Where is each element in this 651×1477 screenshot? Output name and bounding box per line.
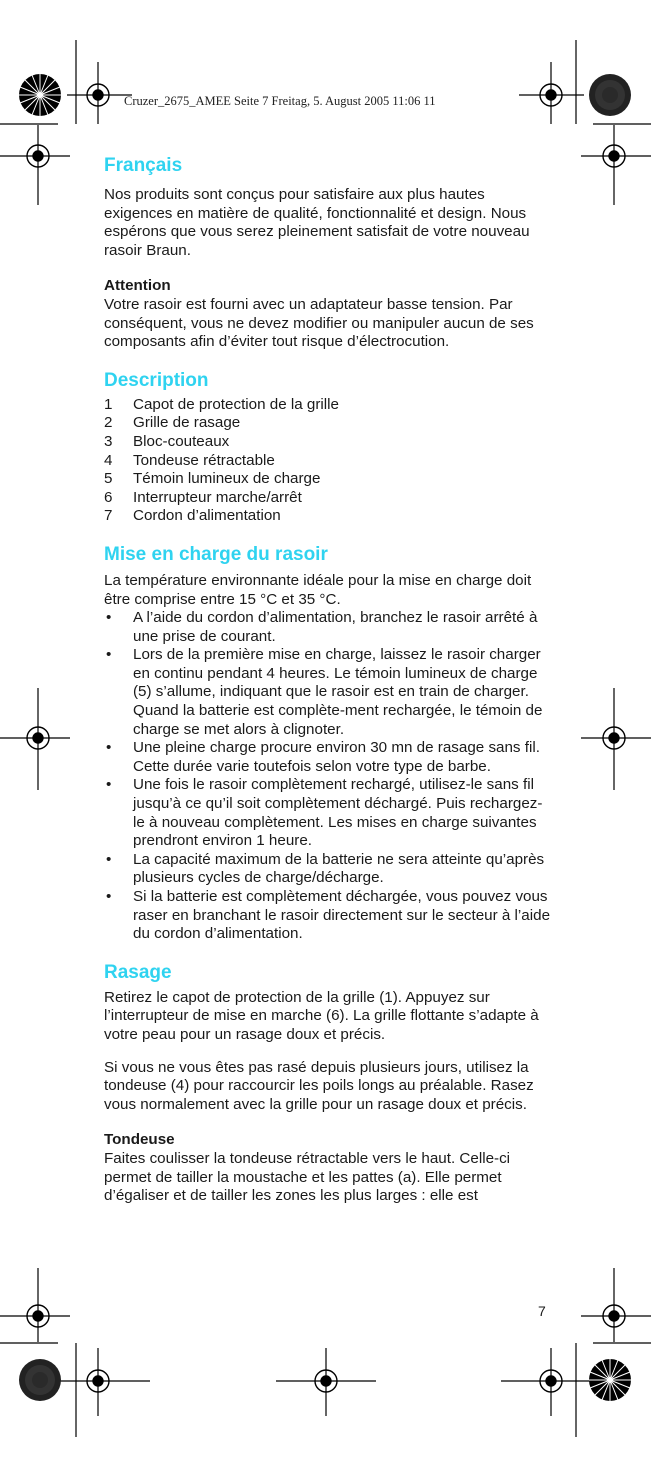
page-content — [104, 154, 554, 1206]
starburst-bottom-right-icon — [588, 1358, 632, 1402]
list-item: 5 Témoin lumineux de charge — [104, 470, 321, 488]
page-number: 7 — [538, 1303, 546, 1319]
list-item: • Si la batterie est complètement déchargée, vous pouvez vous raser en branchant le rasoir directement sur le secteur à l’aide du cordon d’alimentation. — [106, 888, 551, 943]
description-list — [104, 396, 554, 526]
list-item: • Lors de la première mise en charge, laissez le rasoir charger en continu pendant 4 heures. Le témoin lumineux de charge (5) s’allume, indiquant que le rasoir est en train de charger. Quand la batterie est complète-ment rechargée, le témoin de charge se met alors à clignoter. — [106, 646, 543, 738]
section-title-charge: Mise en charge du rasoir — [104, 543, 328, 565]
attention-heading: Attention — [104, 277, 171, 295]
list-item: 6 Interrupteur marche/arrêt — [104, 488, 302, 506]
dark-disc-bottom-left-icon — [18, 1358, 62, 1402]
rasage-paragraph-1: Retirez le capot de protection de la grille (1). Appuyez sur l’interrupteur de mise en marche (6). La grille flottante s’adapte à votre peau pour un rasage doux et précis. — [104, 988, 539, 1043]
list-item: 2 Grille de rasage — [104, 414, 241, 432]
list-item: 3 Bloc-couteaux — [104, 432, 230, 450]
attention-paragraph: Votre rasoir est fourni avec un adaptateur basse tension. Par conséquent, vous ne devez modifier ou manipuler aucun de ses composants afin d’éviter tout risque d’électrocution. — [104, 295, 534, 351]
section-title-rasage: Rasage — [104, 961, 172, 983]
charge-intro: La température environnante idéale pour la mise en charge doit être comprise entre 15 °C et 35 °C. — [104, 571, 532, 608]
section-title-description: Description — [104, 369, 209, 391]
intro-paragraph: Nos produits sont conçus pour satisfaire aux plus hautes exigences en matière de qualité, fonctionnalité et design. Nous espérons que vous serez pleinement satisfait de votre nouveau rasoir Braun. — [104, 186, 530, 259]
list-item: 7 Cordon d’alimentation — [104, 507, 281, 525]
tondeuse-heading: Tondeuse — [104, 1131, 175, 1149]
list-item: • La capacité maximum de la batterie ne sera atteinte qu’après plusieurs cycles de charge/décharge. — [106, 850, 545, 887]
tondeuse-paragraph: Faites coulisser la tondeuse rétractable vers le haut. Celle-ci permet de tailler la moustache et les pattes (a). Elle permet d’égaliser et de tailler les zones les plus larges : elle est — [104, 1149, 511, 1205]
dark-disc-top-right-icon — [588, 73, 632, 117]
list-item: • Une fois le rasoir complètement rechargé, utilisez-le sans fil jusqu’à ce qu’il soit complètement déchargé. Puis rechargez-le à nouveau complètement. Les mises en charge suivantes prendront environ 1 heure. — [106, 776, 543, 850]
charge-bullets — [104, 609, 554, 944]
list-item: • Une pleine charge procure environ 30 mn de rasage sans fil. Cette durée varie toutefois selon votre type de barbe. — [106, 739, 540, 775]
list-item: 4 Tondeuse rétractable — [104, 451, 275, 469]
section-title-francais: Français — [104, 155, 183, 176]
rasage-paragraph-2: Si vous ne vous êtes pas rasé depuis plusieurs jours, utilisez la tondeuse (4) pour raccourcir les poils longs au préalable. Rasez vous normalement avec la grille pour un rasage doux et précis. — [104, 1058, 534, 1113]
list-item: 1 Capot de protection de la grille — [104, 395, 340, 413]
starburst-top-left-icon — [18, 73, 62, 117]
list-item: • A l’aide du cordon d’alimentation, branchez le rasoir arrêté à une prise de courant. — [106, 609, 538, 645]
print-slug-line: Cruzer_2675_AMEE Seite 7 Freitag, 5. August 2005 11:06 11 — [124, 94, 436, 108]
